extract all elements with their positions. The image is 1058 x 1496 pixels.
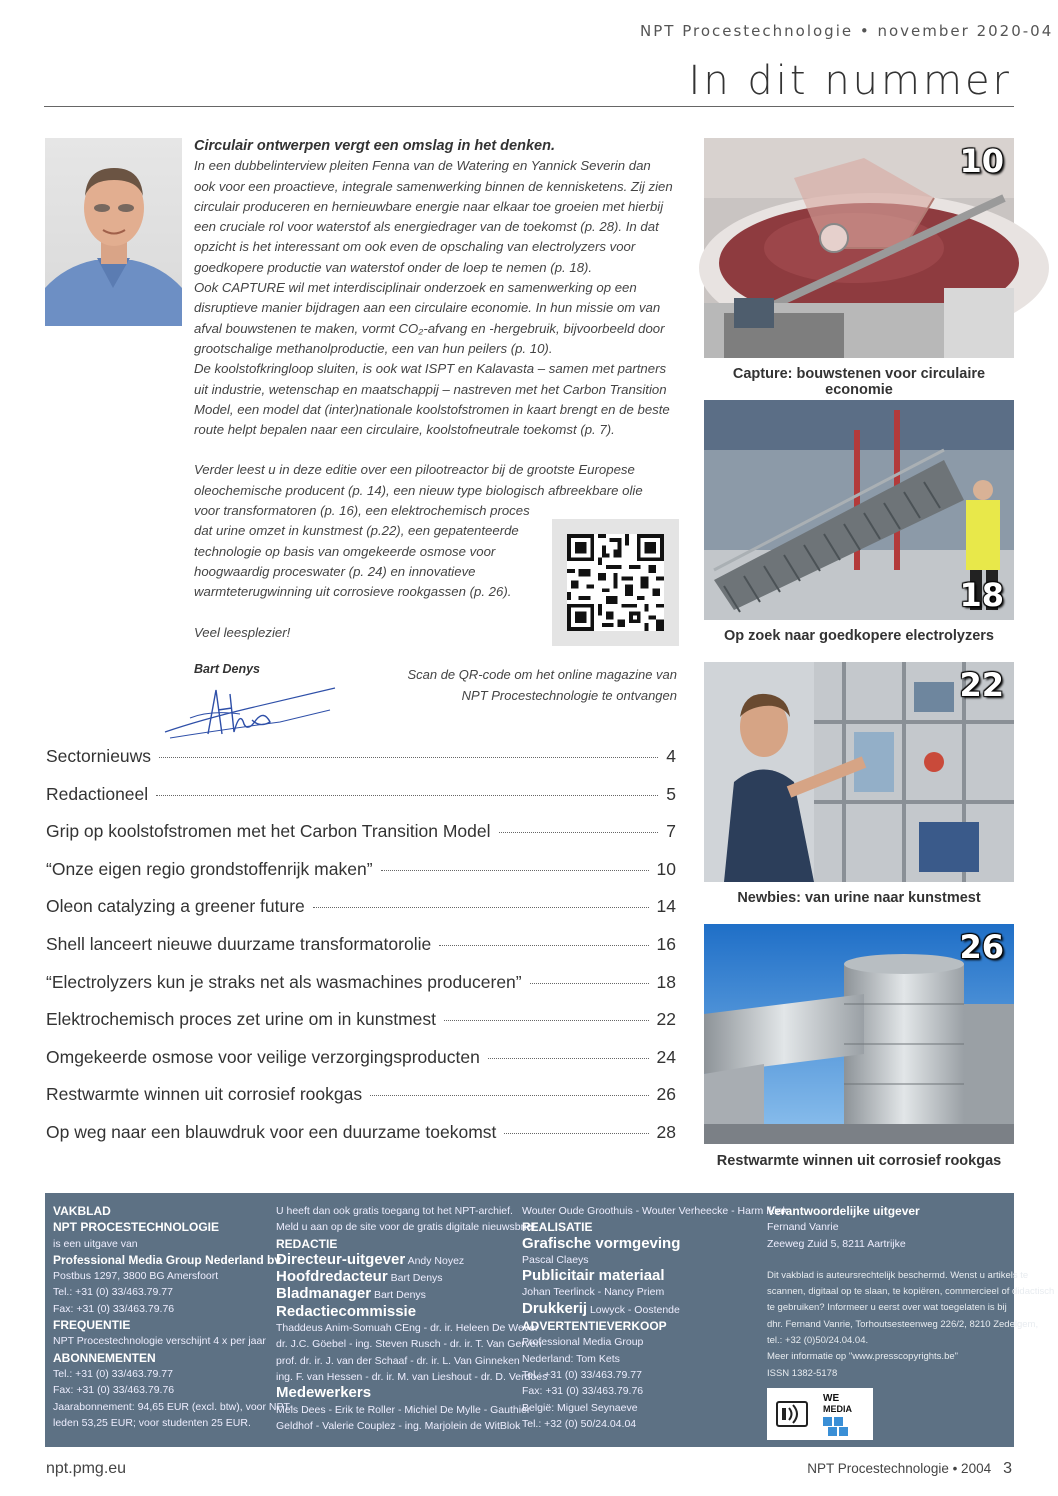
toc-page: 14 xyxy=(656,896,676,917)
feature-image-electrolyzer[interactable] xyxy=(704,400,1014,620)
toc-leader xyxy=(381,870,649,871)
colophon-column xyxy=(767,1203,1055,1382)
colophon-heading: ADVERTENTIEVERKOOP xyxy=(522,1319,667,1334)
editorial-paragraph: De koolstofkringloop sluiten, is ook wat ISPT en Kalavasta – samen met partners uit industrie, wetenschap en maatschappij – nastreven met het Carbon Transition Model, een model dat (inter)nationale koolstofstromen in kaart brengt en de beste route helpt bepalen naar een circulaire, koolstofneutrale toekomst (p. 7). xyxy=(194,361,670,438)
colophon-heading: Professional Media Group Nederland bv xyxy=(53,1252,282,1267)
toc-page: 7 xyxy=(666,821,676,842)
toc-title: Oleon catalyzing a greener future xyxy=(46,896,305,917)
toc-title: “Electrolyzers kun je straks net als wasmachines produceren” xyxy=(46,971,522,992)
colophon-text: Johan Teerlinck - Nancy Priem xyxy=(522,1286,665,1299)
feature-image-urine[interactable] xyxy=(704,662,1014,882)
toc-entry[interactable] xyxy=(46,859,676,897)
toc-page: 10 xyxy=(656,858,676,879)
colophon-role: Redactiecommissie xyxy=(276,1302,417,1320)
toc-entry[interactable] xyxy=(46,746,676,784)
colophon-text: NPT Procestechnologie verschijnt 4 x per jaar xyxy=(53,1335,266,1348)
table-of-contents xyxy=(46,746,676,1160)
toc-title: Sectornieuws xyxy=(46,746,152,766)
editorial-paragraph: Verder leest u in deze editie over een pilootreactor bij de grootste Europese oleochemische producent (p. 14), een nieuw type biologisch afbreekbare olie voor transformatoren (p. 16), een elektrochemisch proces xyxy=(194,462,643,519)
signature-image xyxy=(160,680,340,747)
colophon-text: ISSN 1382-5178 xyxy=(767,1367,838,1379)
toc-page: 26 xyxy=(656,1084,676,1105)
colophon-text: Tel.: +32 (0) 50/24.04.04 xyxy=(522,1417,637,1430)
toc-leader xyxy=(370,1095,648,1096)
colophon-text: Professional Media Group xyxy=(522,1336,644,1349)
colophon-column xyxy=(53,1203,293,1431)
colophon-text: Pascal Claeys xyxy=(522,1253,589,1266)
toc-leader xyxy=(488,1058,649,1059)
colophon-text: Dit vakblad is auteursrechtelijk beschermd. Wenst u artikels te xyxy=(767,1269,1029,1281)
colophon xyxy=(45,1193,1055,1447)
feature-caption: Restwarmte winnen uit corrosief rookgas xyxy=(716,1153,1002,1169)
header-rule xyxy=(44,106,1014,107)
colophon-role: Bladmanager xyxy=(276,1285,372,1303)
toc-entry[interactable] xyxy=(46,1009,676,1047)
toc-leader xyxy=(439,945,648,946)
feature-caption: Capture: bouwstenen voor circulaire economie xyxy=(732,366,986,398)
colophon-text: scannen, digitaal op te slaan, te kopiëren, commercieel of didactisch xyxy=(767,1286,1055,1298)
toc-entry[interactable] xyxy=(46,821,676,859)
colophon-text: ing. F. van Hessen - dr. ir. M. van Lieshout - dr. D. Verdoes xyxy=(276,1370,548,1383)
qr-caption: Scan de QR-code om het online magazine van NPT Procestechnologie te ontvangen xyxy=(407,667,677,703)
toc-title: “Onze eigen regio grondstoffenrijk maken” xyxy=(46,858,373,879)
toc-page: 24 xyxy=(656,1046,676,1067)
toc-entry[interactable] xyxy=(46,1122,676,1160)
colophon-text: dhr. Fernand Vanrie, Torhoutsesteenweg 226/2, 8210 Zedelgem, xyxy=(767,1318,1039,1330)
colophon-heading: VAKBLAD xyxy=(53,1204,111,1218)
toc-entry[interactable] xyxy=(46,1084,676,1122)
colophon-text: te gebruiken? Informeer u eerst over wat toegelaten is bij xyxy=(767,1302,1007,1314)
editorial-closing: Veel leesplezier! xyxy=(194,624,291,640)
colophon-heading: REDACTIE xyxy=(276,1236,338,1251)
toc-leader xyxy=(499,832,659,833)
feature-image-flue-gas[interactable] xyxy=(704,924,1014,1144)
toc-leader xyxy=(313,907,649,908)
toc-page: 18 xyxy=(656,971,676,992)
feature-page-number: 18 xyxy=(959,576,1004,614)
colophon-text: Andy Noyez xyxy=(407,1254,465,1267)
colophon-text: Lowyck - Oostende xyxy=(589,1303,680,1316)
colophon-column xyxy=(276,1203,548,1434)
colophon-text: Meer informatie op "www.presscopyrights.be" xyxy=(767,1351,959,1363)
toc-entry[interactable] xyxy=(46,784,676,822)
toc-entry[interactable] xyxy=(46,1047,676,1085)
colophon-heading: ABONNEMENTEN xyxy=(53,1350,156,1365)
colophon-heading: FREQUENTIE xyxy=(53,1318,131,1333)
toc-title: Omgekeerde osmose voor veilige verzorgingsproducten xyxy=(46,1046,480,1067)
colophon-text: Jaarabonnement: 94,65 EUR (excl. btw), voor NPT- xyxy=(53,1400,293,1413)
colophon-role: Grafische vormgeving xyxy=(522,1234,681,1252)
colophon-text: België: Miguel Seynaeve xyxy=(522,1401,638,1414)
qr-code[interactable] xyxy=(552,519,679,646)
feature-caption: Newbies: van urine naar kunstmest xyxy=(737,890,981,906)
colophon-text: is een uitgave van xyxy=(53,1237,138,1250)
editor-portrait xyxy=(45,138,182,326)
colophon-heading: REALISATIE xyxy=(522,1220,593,1235)
colophon-text: Bart Denys xyxy=(390,1272,443,1285)
colophon-text: Tel.: +31 (0) 33/463.79.77 xyxy=(53,1367,173,1380)
colophon-column xyxy=(522,1203,788,1432)
toc-entry[interactable] xyxy=(46,896,676,934)
colophon-text: Fax: +31 (0) 33/463.79.76 xyxy=(53,1384,175,1397)
toc-leader xyxy=(156,795,658,796)
feature-page-number: 10 xyxy=(959,142,1004,180)
publication-line: NPT Procestechnologie • november 2020-04 xyxy=(640,22,1054,40)
colophon-text: leden 53,25 EUR; voor studenten 25 EUR. xyxy=(53,1416,251,1429)
editorial-paragraph: In een dubbelinterview pleiten Fenna van de Watering en Yannick Severin dan ook voor een proactieve, integrale samenwerking binnen de kennisketens. Zij zien circulair produceren en hernieuwbare energie naar elkaar toe groeien met hierbij een cruciale rol voor waterstof als energiedrager van de toekomst (p. 28). In dat opzicht is het interessant om ook even de opschaling van electrolyzers voor goedkopere productie van waterstof onder de loep te nemen (p. 18). xyxy=(194,158,673,275)
toc-leader xyxy=(504,1133,648,1134)
colophon-text: Tel.: +31 (0) 33/463.79.77 xyxy=(53,1286,173,1299)
feature-page-number: 22 xyxy=(959,666,1004,704)
colophon-text: Postbus 1297, 3800 BG Amersfoort xyxy=(53,1270,219,1283)
colophon-heading: Verantwoordelijke uitgever xyxy=(767,1204,920,1218)
publisher-logos xyxy=(767,1388,873,1440)
colophon-text: Nederland: Tom Kets xyxy=(522,1352,620,1365)
page-folio xyxy=(807,1460,1012,1478)
colophon-text: Tel.: +31 (0) 33/463.79.77 xyxy=(522,1368,642,1381)
toc-page: 16 xyxy=(656,933,676,954)
colophon-text: Mels Dees - Erik te Roller - Michiel De Mylle - Gauthier xyxy=(276,1403,531,1416)
editorial-paragraph: Ook CAPTURE wil met interdisciplinair onderzoek en samenwerking op een disruptieve manier bijdragen aan een circulaire economie. In hun missie om van afval bouwstenen te maken, vormt CO₂-afvang en -hergebruik, bijvoorbeeld door grootschalige methanolproductie, een van hun peilers (p. 10). xyxy=(194,280,665,356)
colophon-text: Fax: +31 (0) 33/463.79.76 xyxy=(522,1385,644,1398)
colophon-text: Thaddeus Anim-Somuah CEng - dr. ir. Heleen De Wever xyxy=(276,1322,539,1335)
editorial-paragraph: dat urine omzet in kunstmest (p.22), een gepatenteerde technologie op basis van omgekeerde osmose voor hoogwaardig proceswater (p. 24) en innovatieve warmteterugwinning uit corrosieve rookgassen (p. 26). xyxy=(194,523,519,600)
toc-title: Op weg naar een blauwdruk voor een duurzame toekomst xyxy=(46,1121,497,1142)
colophon-text: Bart Denys xyxy=(373,1289,426,1302)
toc-title: Grip op koolstofstromen met het Carbon Transition Model xyxy=(46,821,491,842)
signer-name: Bart Denys xyxy=(194,662,260,676)
we-media-logo-text: WE xyxy=(823,1393,840,1404)
colophon-role: Drukkerij xyxy=(522,1299,588,1317)
press-copyrights-icon xyxy=(777,1402,807,1426)
toc-title: Redactioneel xyxy=(46,783,149,804)
website-link[interactable]: npt.pmg.eu xyxy=(46,1460,127,1477)
colophon-text: Zeeweg Zuid 5, 8211 Aartrijke xyxy=(767,1237,906,1250)
colophon-text: U heeft dan ook gratis toegang tot het NPT-archief. xyxy=(276,1205,513,1217)
toc-leader xyxy=(159,757,658,758)
page-title: In dit nummer xyxy=(688,58,1012,104)
colophon-text: Fernand Vanrie xyxy=(767,1221,839,1234)
editorial-lead: Circulair ontwerpen vergt een omslag in het denken. xyxy=(194,138,555,154)
toc-leader xyxy=(444,1020,649,1021)
toc-leader xyxy=(530,983,649,984)
colophon-text: Wouter Oude Groothuis - Wouter Verheecke - Harm Ikink xyxy=(522,1205,788,1217)
toc-title: Shell lanceert nieuwe duurzame transformatorolie xyxy=(46,933,432,954)
colophon-text: Fax: +31 (0) 33/463.79.76 xyxy=(53,1302,175,1315)
toc-page: 22 xyxy=(656,1009,676,1030)
colophon-text: dr. J.C. Göebel - ing. Steven Rusch - dr. ir. T. Van Gerven xyxy=(276,1338,542,1351)
toc-title: Restwarmte winnen uit corrosief rookgas xyxy=(46,1084,363,1105)
colophon-text: prof. dr. ir. J. van der Schaaf - dr. ir. L. Van Ginneken xyxy=(276,1354,520,1367)
colophon-role: Directeur-uitgever xyxy=(276,1250,406,1268)
toc-title: Elektrochemisch proces zet urine om in kunstmest xyxy=(46,1009,437,1030)
feature-page-number: 26 xyxy=(959,928,1004,966)
colophon-role: Publicitair materiaal xyxy=(522,1267,665,1285)
page-number: 3 xyxy=(1003,1460,1012,1477)
toc-page: 28 xyxy=(656,1121,676,1142)
folio-publication: NPT Procestechnologie • 2004 xyxy=(807,1461,992,1476)
feature-caption: Op zoek naar goedkopere electrolyzers xyxy=(724,628,994,644)
colophon-heading: NPT PROCESTECHNOLOGIE xyxy=(53,1220,220,1235)
we-media-logo-text: MEDIA xyxy=(823,1404,852,1414)
toc-entry[interactable] xyxy=(46,972,676,1010)
toc-page: 5 xyxy=(666,783,676,804)
toc-entry[interactable] xyxy=(46,934,676,972)
colophon-role: Medewerkers xyxy=(276,1384,372,1402)
colophon-text: Meld u aan op de site voor de gratis digitale nieuwsbrief xyxy=(276,1221,536,1234)
colophon-role: Hoofdredacteur xyxy=(276,1268,388,1286)
feature-image-capture[interactable] xyxy=(704,138,1014,358)
colophon-text: Geldhof - Valerie Couplez - ing. Marjolein de WitBlok xyxy=(276,1419,521,1432)
toc-page: 4 xyxy=(666,746,676,766)
colophon-text: tel.: +32 (0)50/24.04.04. xyxy=(767,1335,869,1347)
